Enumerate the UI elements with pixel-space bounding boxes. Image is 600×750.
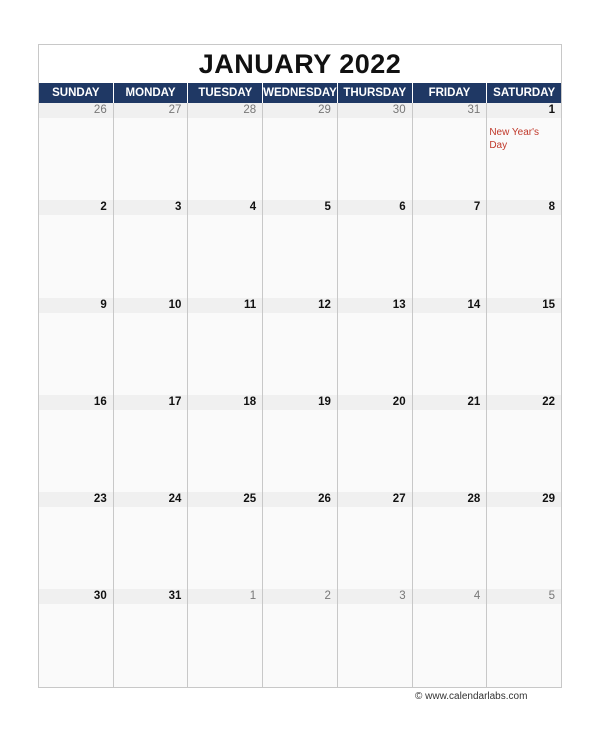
day-cell[interactable] [413,395,488,492]
day-cell[interactable] [263,298,338,395]
day-number: 12 [263,298,337,313]
day-cell[interactable] [338,589,413,686]
day-cell[interactable] [487,200,561,297]
day-cell[interactable] [263,200,338,297]
week-row [39,395,561,492]
footer-credit: © www.calendarlabs.com [415,691,528,702]
day-number: 30 [338,103,412,118]
day-number: 30 [39,589,113,604]
day-number: 4 [413,589,487,604]
page-title: JANUARY 2022 [198,48,402,79]
day-cell[interactable] [188,298,263,395]
day-cell[interactable] [487,298,561,395]
day-cell[interactable] [114,298,189,395]
calendar-grid [39,103,561,687]
day-number: 22 [487,395,561,410]
day-number: 1 [188,589,262,604]
day-number: 3 [114,200,188,215]
day-cell[interactable] [487,395,561,492]
day-cell[interactable] [338,492,413,589]
weekday-header-monday: MONDAY [114,83,189,103]
day-number: 31 [114,589,188,604]
day-number: 1 [487,103,561,118]
day-number: 7 [413,200,487,215]
day-cell[interactable] [114,589,189,686]
day-number: 29 [487,492,561,507]
day-number: 17 [114,395,188,410]
day-number: 31 [413,103,487,118]
day-cell[interactable] [39,395,114,492]
day-cell[interactable] [39,589,114,686]
week-row [39,589,561,686]
day-number: 6 [338,200,412,215]
day-cell[interactable] [114,395,189,492]
day-cell[interactable] [188,200,263,297]
day-cell[interactable] [39,103,114,200]
day-cell[interactable] [114,492,189,589]
day-cell[interactable] [413,103,488,200]
week-row [39,200,561,297]
day-number: 25 [188,492,262,507]
day-cell[interactable] [188,103,263,200]
day-cell[interactable] [263,395,338,492]
day-number: 28 [413,492,487,507]
day-cell[interactable] [338,395,413,492]
weekday-header-saturday: SATURDAY [493,87,556,99]
day-number: 8 [487,200,561,215]
day-number: 23 [39,492,113,507]
day-cell[interactable] [188,492,263,589]
day-number: 29 [263,103,337,118]
week-row [39,103,561,200]
week-row [39,492,561,589]
day-cell[interactable] [338,103,413,200]
day-number: 24 [114,492,188,507]
day-cell[interactable] [39,492,114,589]
day-number: 28 [188,103,262,118]
day-number: 2 [263,589,337,604]
day-cell[interactable] [413,589,488,686]
day-number: 26 [263,492,337,507]
day-number: 11 [188,298,262,313]
day-cell[interactable] [338,298,413,395]
day-number: 4 [188,200,262,215]
weekday-header-tuesday: TUESDAY [188,83,263,103]
day-number: 14 [413,298,487,313]
day-number: 19 [263,395,337,410]
day-number: 20 [338,395,412,410]
day-cell[interactable] [188,589,263,686]
day-cell[interactable] [39,298,114,395]
day-number: 26 [39,103,113,118]
calendar-sheet [38,44,562,688]
day-number: 5 [487,589,561,604]
day-cell[interactable] [487,589,561,686]
day-cell[interactable] [487,492,561,589]
day-number: 21 [413,395,487,410]
day-cell[interactable] [114,200,189,297]
day-cell[interactable] [114,103,189,200]
weekday-header-thursday: THURSDAY [338,83,413,103]
week-row [39,298,561,395]
day-cell[interactable] [188,395,263,492]
weekday-header-wednesday: WEDNESDAY [263,83,338,103]
day-cell[interactable] [487,103,561,200]
day-number: 9 [39,298,113,313]
day-cell[interactable] [413,298,488,395]
day-number: 5 [263,200,337,215]
weekday-header-row [39,83,561,103]
day-number: 3 [338,589,412,604]
day-number: 27 [114,103,188,118]
day-cell[interactable] [39,200,114,297]
day-cell[interactable] [263,103,338,200]
day-number: 10 [114,298,188,313]
weekday-header-friday: FRIDAY [413,83,488,103]
weekday-header-sunday: SUNDAY [39,83,114,103]
day-cell[interactable] [413,492,488,589]
day-cell[interactable] [263,492,338,589]
day-cell[interactable] [338,200,413,297]
day-number: 18 [188,395,262,410]
day-cell[interactable] [413,200,488,297]
holiday-event: New Year's Day [489,127,540,151]
day-number: 13 [338,298,412,313]
day-number: 15 [487,298,561,313]
day-number: 27 [338,492,412,507]
day-number: 16 [39,395,113,410]
day-number: 2 [39,200,113,215]
day-cell[interactable] [263,589,338,686]
